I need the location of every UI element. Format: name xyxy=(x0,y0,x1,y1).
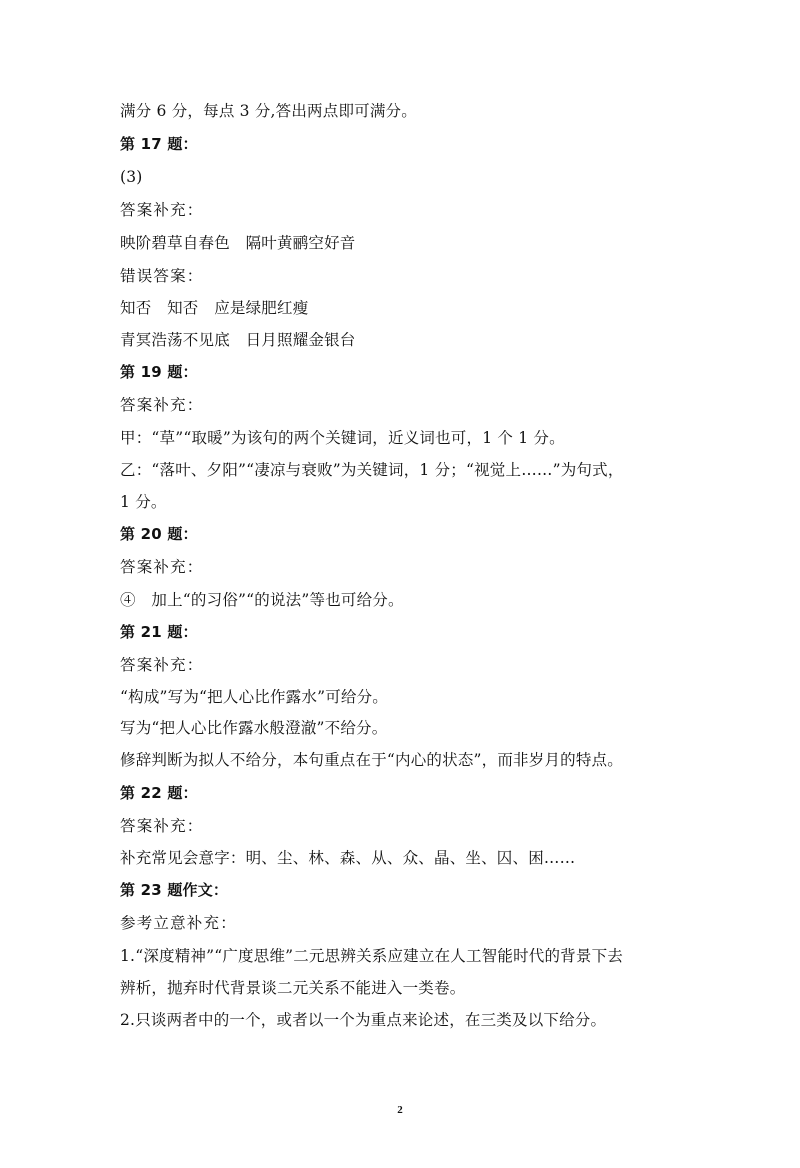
answer-line: “构成”写为“把人心比作露水”可给分。 xyxy=(120,688,388,706)
answer-supplement-label: 答案补充： xyxy=(120,817,204,835)
answer-line: 乙：“落叶、夕阳”“凄凉与衰败”为关键词，1 分；“视觉上……”为句式， xyxy=(120,461,624,479)
answer-line: 2.只谈两者中的一个，或者以一个为重点来论述，在三类及以下给分。 xyxy=(120,1011,607,1029)
wrong-answer-label: 错误答案： xyxy=(120,267,204,285)
answer-line: 写为“把人心比作露水般澄澈”不给分。 xyxy=(120,719,388,737)
question-22-heading: 第 22 题： xyxy=(120,784,198,802)
answer-line: 辨析，抛弃时代背景谈二元关系不能进入一类卷。 xyxy=(120,979,466,997)
answer-line: 甲：“草”“取暖”为该句的两个关键词，近义词也可，1 个 1 分。 xyxy=(120,429,565,447)
scoring-note: 满分 6 分，每点 3 分,答出两点即可满分。 xyxy=(120,102,417,120)
answer-line: 1 分。 xyxy=(120,493,167,511)
answer-line: 修辞判断为拟人不给分，本句重点在于“内心的状态”，而非岁月的特点。 xyxy=(120,751,623,769)
reference-idea-label: 参考立意补充： xyxy=(120,914,237,932)
question-23-heading: 第 23 题作文： xyxy=(120,881,229,899)
answer-line: 映阶碧草自春色 隔叶黄鹂空好音 xyxy=(120,234,356,252)
question-20-heading: 第 20 题： xyxy=(120,525,198,543)
question-17-heading: 第 17 题： xyxy=(120,135,198,153)
answer-line: ④ 加上“的习俗”“的说法”等也可给分。 xyxy=(120,591,404,609)
question-21-heading: 第 21 题： xyxy=(120,623,198,641)
answer-supplement-label: 答案补充： xyxy=(120,656,204,674)
answer-supplement-label: 答案补充： xyxy=(120,396,204,414)
page-number: 2 xyxy=(397,1104,403,1116)
wrong-answer-line: 青冥浩荡不见底 日月照耀金银台 xyxy=(120,331,356,349)
answer-supplement-label: 答案补充： xyxy=(120,201,204,219)
subquestion-number: (3) xyxy=(120,168,143,186)
answer-line: 补充常见会意字：明、尘、林、森、从、众、晶、坐、囚、困…… xyxy=(120,849,576,867)
answer-line: 1.“深度精神”“广度思维”二元思辨关系应建立在人工智能时代的背景下去 xyxy=(120,947,623,965)
question-19-heading: 第 19 题： xyxy=(120,363,198,381)
wrong-answer-line: 知否 知否 应是绿肥红瘦 xyxy=(120,299,309,317)
answer-supplement-label: 答案补充： xyxy=(120,558,204,576)
